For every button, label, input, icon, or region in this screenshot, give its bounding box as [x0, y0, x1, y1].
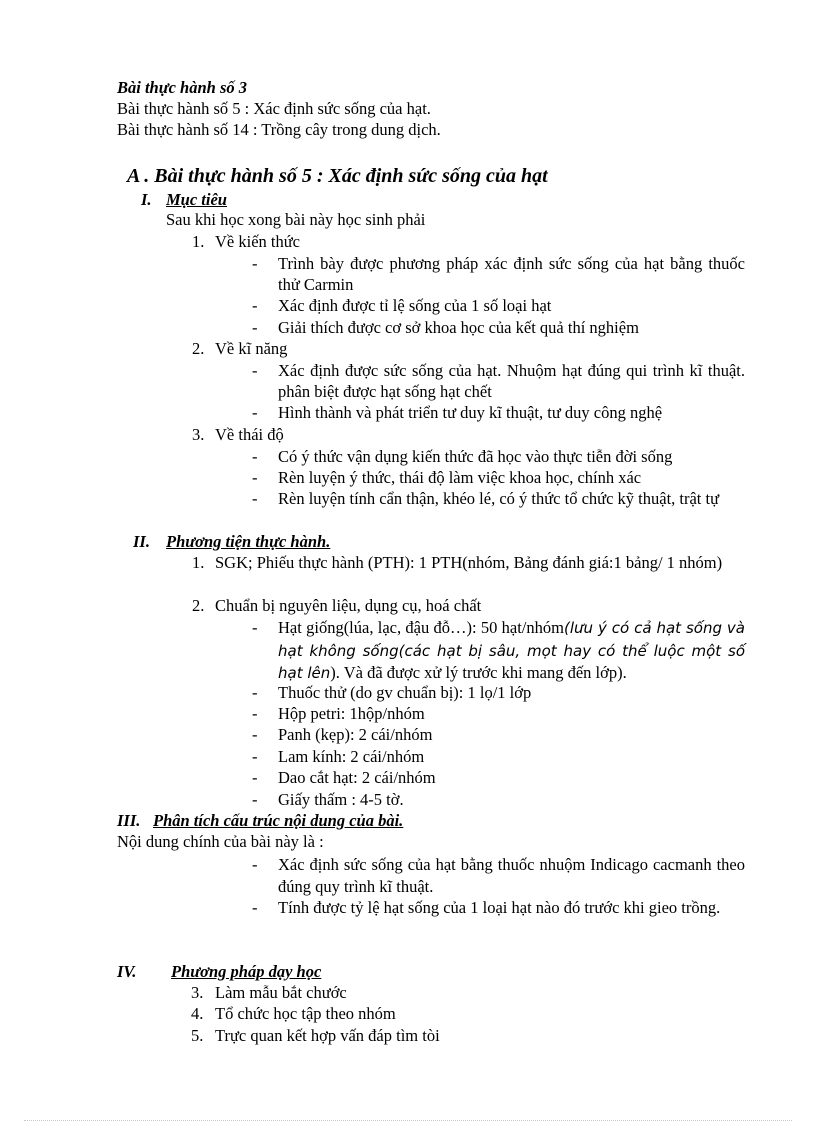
bullet-dash: - [252, 361, 258, 380]
item-label-attitude: Về thái độ [215, 425, 284, 444]
bullet-text: Dao cắt hạt: 2 cái/nhóm [278, 768, 436, 787]
section-1-intro: Sau khi học xong bài này học sinh phải [166, 210, 426, 229]
item-number: 5. [191, 1026, 204, 1045]
seed-bullet [278, 617, 745, 685]
item-number: 4. [191, 1004, 204, 1023]
bullet-dash: - [252, 447, 258, 466]
item-label-skills: Về kĩ năng [215, 339, 288, 358]
bullet-dash: - [252, 296, 258, 315]
bullet-text: Giải thích được cơ sở khoa học của kết quả thí nghiệm [278, 318, 639, 337]
bullet-dash: - [252, 747, 258, 766]
section-1-heading: Mục tiêu [166, 190, 227, 209]
seed-note: (lưu ý có cả hạt sống và hạt không sống(các hạt bị sâu, mọt hay có thể luộc một số hạt lên [278, 619, 745, 682]
page-bottom-rule [24, 1120, 792, 1121]
method-item: Trực quan kết hợp vấn đáp tìm tòi [215, 1026, 440, 1045]
section-1-numeral: I. [141, 190, 152, 209]
bullet-text: Rèn luyện tính cẩn thận, khéo lé, có ý thức tổ chức kỹ thuật, trật tự [278, 489, 720, 508]
equipment-item-1: SGK; Phiếu thực hành (PTH): 1 PTH(nhóm, Bảng đánh giá:1 bảng/ 1 nhóm) [215, 553, 723, 572]
section-3-numeral: III. [117, 811, 141, 830]
bullet-dash: - [252, 790, 258, 809]
item-number: 1. [192, 553, 205, 572]
bullet-dash: - [252, 318, 258, 337]
seed-text-b: ). Và đã được xử lý trước khi mang đến lớp). [330, 663, 627, 682]
bullet-dash: - [252, 768, 258, 787]
method-item: Làm mẫu bắt chước [215, 983, 347, 1002]
bullet-text: Thuốc thử (do gv chuẩn bị): 1 lọ/1 lớp [278, 683, 532, 702]
bullet-text: Xác định được tỉ lệ sống của 1 số loại hạt [278, 296, 552, 315]
method-item: Tổ chức học tập theo nhóm [215, 1004, 396, 1023]
bullet-text: Lam kính: 2 cái/nhóm [278, 747, 425, 766]
bullet-text: Rèn luyện ý thức, thái độ làm việc khoa học, chính xác [278, 468, 642, 487]
bullet-dash: - [252, 489, 258, 508]
section-a-title: A . Bài thực hành số 5 : Xác định sức sống của hạt [127, 165, 548, 187]
bullet-dash: - [252, 898, 258, 917]
bullet-text: Tính được tỷ lệ hạt sống của 1 loại hạt nào đó trước khi gieo trồng. [278, 898, 721, 917]
bullet-text: Xác định sức sống của hạt bằng thuốc nhuộm Indicago cacmanh theo đúng quy trình kĩ thuật. [278, 855, 745, 896]
bullet-text: Panh (kẹp): 2 cái/nhóm [278, 725, 433, 744]
item-number: 2. [192, 339, 205, 358]
bullet-text: Hộp petri: 1hộp/nhóm [278, 704, 425, 723]
bullet-dash: - [252, 468, 258, 487]
bullet-dash: - [252, 618, 258, 637]
section-3-intro: Nội dung chính của bài này là : [117, 832, 324, 851]
section-2-heading: Phương tiện thực hành. [166, 532, 331, 551]
item-number: 3. [191, 983, 204, 1002]
bullet-dash: - [252, 683, 258, 702]
header-line-1: Bài thực hành số 3 [117, 78, 248, 97]
item-label-knowledge: Về kiến thức [215, 232, 300, 251]
section-2-numeral: II. [133, 532, 150, 551]
bullet-text: Xác định được sức sống của hạt. Nhuộm hạt đúng qui trình kĩ thuật. phân biệt được hạt sống hạt chết [278, 361, 745, 401]
seed-text-a: Hạt giống(lúa, lạc, đậu đỗ…): 50 hạt/nhóm [278, 618, 564, 637]
header-line-3: Bài thực hành số 14 : Trồng cây trong dung dịch. [117, 120, 441, 139]
bullet-text: Giấy thấm : 4-5 tờ. [278, 790, 404, 809]
bullet-text: Có ý thức vận dụng kiến thức đã học vào thực tiễn đời sống [278, 447, 673, 466]
bullet-dash: - [252, 855, 258, 874]
item-number: 3. [192, 425, 205, 444]
item-number: 2. [192, 596, 205, 615]
section-3-heading: Phân tích cấu trúc nội dung của bài. [153, 811, 404, 830]
bullet-dash: - [252, 725, 258, 744]
section-4-numeral: IV. [117, 962, 137, 981]
bullet-dash: - [252, 403, 258, 422]
equipment-item-2: Chuẩn bị nguyên liệu, dụng cụ, hoá chất [215, 596, 482, 615]
bullet-dash: - [252, 704, 258, 723]
bullet-dash: - [252, 254, 258, 273]
header-line-2: Bài thực hành số 5 : Xác định sức sống của hạt. [117, 99, 431, 118]
section-4-heading: Phương pháp dạy học [171, 962, 322, 981]
item-number: 1. [192, 232, 205, 251]
bullet-text: Trình bày được phương pháp xác định sức sống của hạt bằng thuốc thử Carmin [278, 254, 745, 294]
bullet-text: Hình thành và phát triển tư duy kĩ thuật, tư duy công nghệ [278, 403, 663, 422]
